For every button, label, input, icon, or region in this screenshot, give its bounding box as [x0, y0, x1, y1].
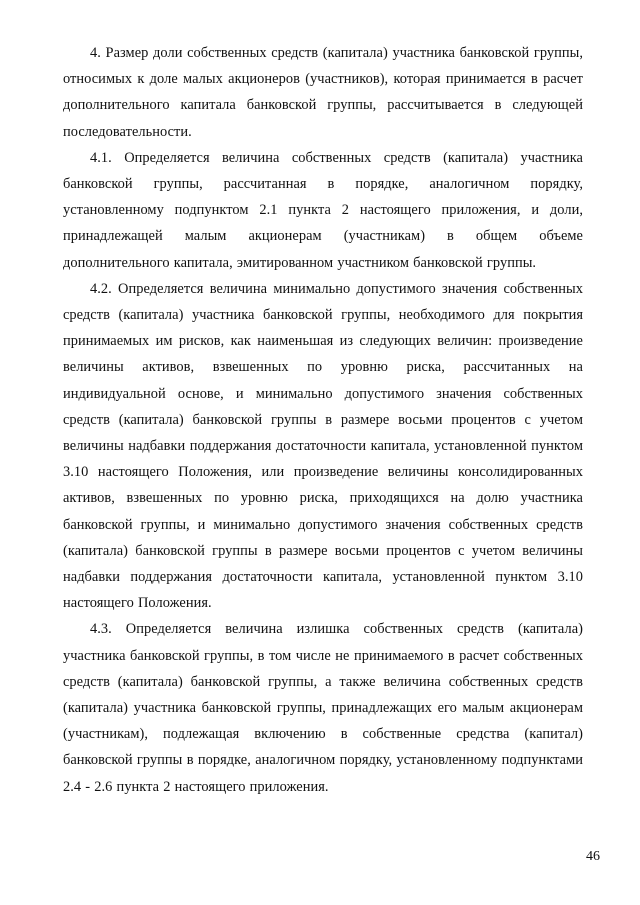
- page-number: 46: [586, 849, 600, 864]
- paragraph-4-1: 4.1. Определяется величина собственных средств (капитала) участника банковской группы, рассчитанная в порядке, аналогичном порядку, установленному подпунктом 2.1 пункта 2 настоящего приложения, и доли, принадлежащей малым акционерам (участникам) в общем объеме дополнительного капитала, эмитированном участником банковской группы.: [63, 149, 583, 271]
- paragraph-4: 4. Размер доли собственных средств (капитала) участника банковской группы, относимых к доле малых акционеров (участников), которая принимается в расчет дополнительного капитала банковской группы, рассчитывается в следующей последовательности.: [63, 45, 583, 140]
- paragraph-4-3: 4.3. Определяется величина излишка собственных средств (капитала) участника банковской группы, в том числе не принимаемого в расчет собственных средств (капитала) банковской группы, а также величина собственных средств (капитала) участника банковской группы, принадлежащих его малым акционерам (участникам), подлежащая включению в собственные средства (капитал) банковской группы в порядке, аналогичном порядку, установленному подпунктами 2.4 - 2.6 пункта 2 настоящего приложения.: [63, 621, 583, 795]
- document-body: [63, 40, 583, 800]
- paragraph-4-2: 4.2. Определяется величина минимально допустимого значения собственных средств (капитала) участника банковской группы, необходимого для покрытия принимаемых им рисков, как наименьшая из следующих величин: произведение величины активов, взвешенных по уровню риска, рассчитанных на индивидуальной основе, и минимально допустимого значения собственных средств (капитала) банковской группы в размере восьми процентов с учетом величины надбавки поддержания достаточности капитала, установленной пунктом 3.10 настоящего Положения, или произведение величины консолидированных активов, взвешенных по уровню риска, приходящихся на долю участника банковской группы, и минимально допустимого значения собственных средств (капитала) банковской группы в размере восьми процентов с учетом величины надбавки поддержания достаточности капитала, установленной пунктом 3.10 настоящего Положения.: [63, 280, 583, 612]
